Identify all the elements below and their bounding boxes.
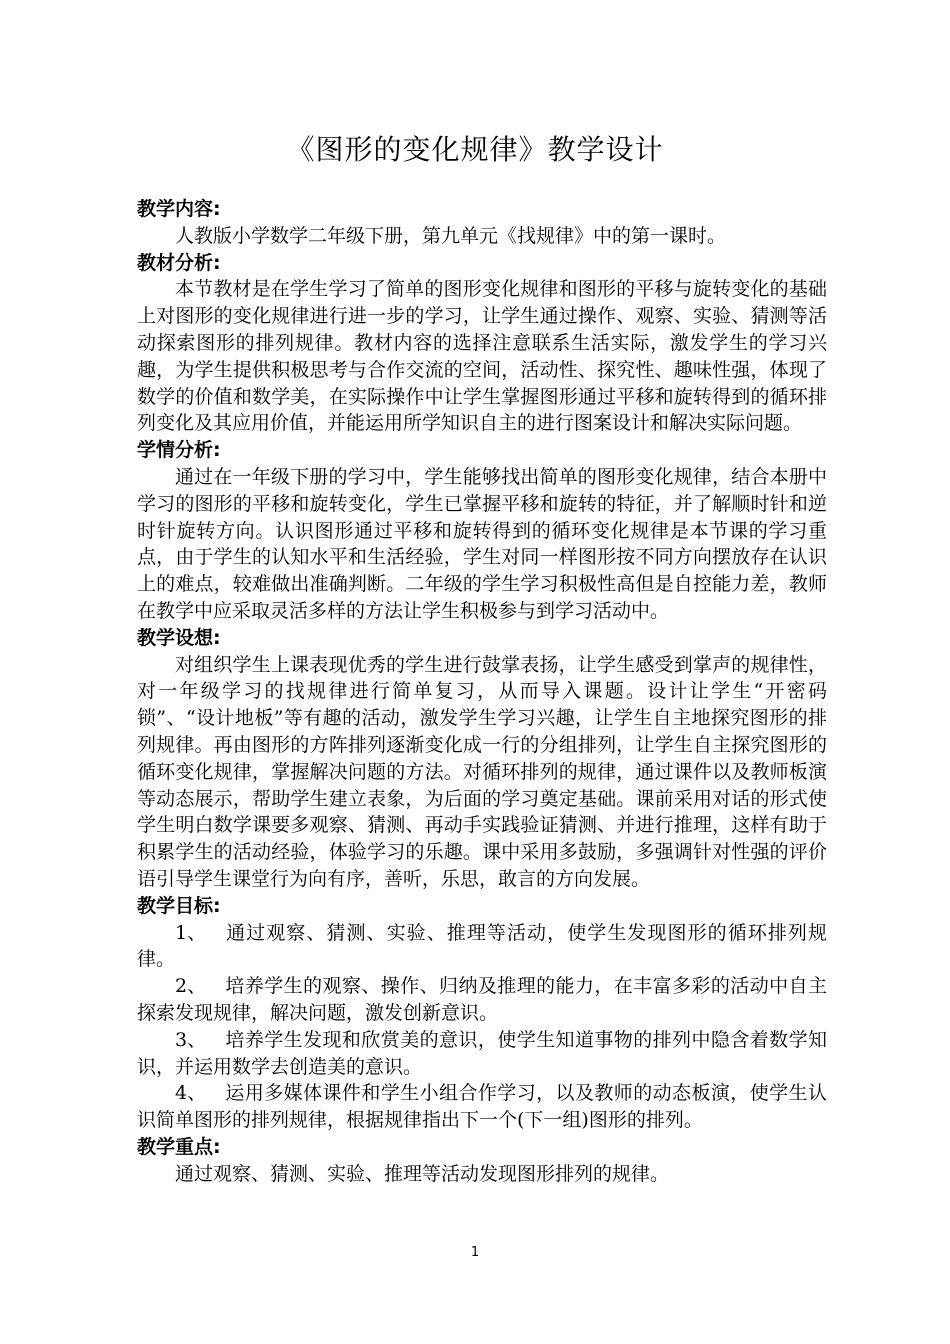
section-heading-goals: 教学目标: <box>137 894 221 917</box>
goal-text: 通过观察、猜测、实验、推理等活动，使学生发现图形的循环排列规律。 <box>137 921 827 971</box>
section-text-students: 通过在一年级下册的学习中，学生能够找出简单的图形变化规律，结合本册中学习的图形的平移和旋转变化，学生已掌握平移和旋转的特征，并了解顺时针和逆时针旋转方向。认识图形通过平移和旋转得到的循环变化规律是本节课的学习重点，由于学生的认知水平和生活经验，学生对同一样图形按不同方向摆放存在认识上的难点，较难做出准确判断。二年级的学生学习积极性高但是自控能力差，教师在教学中应采取灵活多样的方法让学生积极参与到学习活动中。 <box>137 465 827 622</box>
page-number: 1 <box>470 1245 480 1260</box>
goal-text: 培养学生发现和欣赏美的意识，使学生知道事物的排列中隐含着数学知识，并运用数学去创造美的意识。 <box>137 1028 827 1078</box>
goal-number: 3、 <box>175 1028 207 1051</box>
goal-item <box>137 920 827 974</box>
section-heading-students: 学情分析: <box>137 439 221 462</box>
section-heading-key: 教学重点: <box>137 1135 221 1158</box>
document-title: 《图形的变化规律》教学设计 <box>286 133 664 166</box>
section-text-analysis: 本节教材是在学生学习了简单的图形变化规律和图形的平移与旋转变化的基础上对图形的变化规律进行进一步的学习，让学生通过操作、观察、实验、猜测等活动探索图形的排列规律。教材内容的选择注意联系生活实际，激发学生的学习兴趣，为学生提供积极思考与合作交流的空间，活动性、探究性、趣味性强，体现了数学的价值和数学美，在实际操作中让学生掌握图形通过平移和旋转得到的循环排列变化及其应用价值，并能运用所学知识自主的进行图案设计和解决实际问题。 <box>137 278 827 435</box>
goal-text: 培养学生的观察、操作、归纳及推理的能力，在丰富多彩的活动中自主探索发现规律，解决问题，激发创新意识。 <box>137 975 827 1024</box>
section-heading-idea: 教学设想: <box>137 626 221 649</box>
goal-number: 1、 <box>175 921 207 944</box>
goal-number: 2、 <box>175 975 207 998</box>
section-text-key: 通过观察、猜测、实验、推理等活动发现图形排列的规律。 <box>175 1162 670 1185</box>
goal-item <box>137 1027 827 1081</box>
section-text-idea: 对组织学生上课表现优秀的学生进行鼓掌表扬，让学生感受到掌声的规律性，对一年级学习的找规律进行简单复习，从而导入课题。设计让学生“开密码锁”、“设计地板”等有趣的活动，激发学生学习兴趣，让学生自主地探究图形的排列规律。再由图形的方阵排列逐渐变化成一行的分组排列，让学生自主探究图形的循环变化规律，掌握解决问题的方法。对循环排列的规律，通过课件以及教师板演等动态展示，帮助学生建立表象，为后面的学习奠定基础。课前采用对话的形式使学生明白数学课要多观察、猜测、再动手实践验证猜测、并进行推理，这样有助于积累学生的活动经验，体验学习的乐趣。课中采用多鼓励，多强调针对性强的评价语引导学生课堂行为向有序，善听，乐思，敢言的方向发展。 <box>137 653 827 890</box>
document-body <box>137 196 827 1187</box>
section-text-content: 人教版小学数学二年级下册，第九单元《找规律》中的第一课时。 <box>175 224 727 247</box>
goal-text: 运用多媒体课件和学生小组合作学习，以及教师的动态板演，使学生认识简单图形的排列规律，根据规律指出下一个(下一组)图形的排列。 <box>137 1082 827 1132</box>
goal-item <box>137 973 827 1027</box>
goal-number: 4、 <box>175 1082 207 1105</box>
goal-item <box>137 1080 827 1134</box>
section-heading-analysis: 教材分析: <box>137 251 221 274</box>
section-heading-content: 教学内容: <box>137 198 221 220</box>
